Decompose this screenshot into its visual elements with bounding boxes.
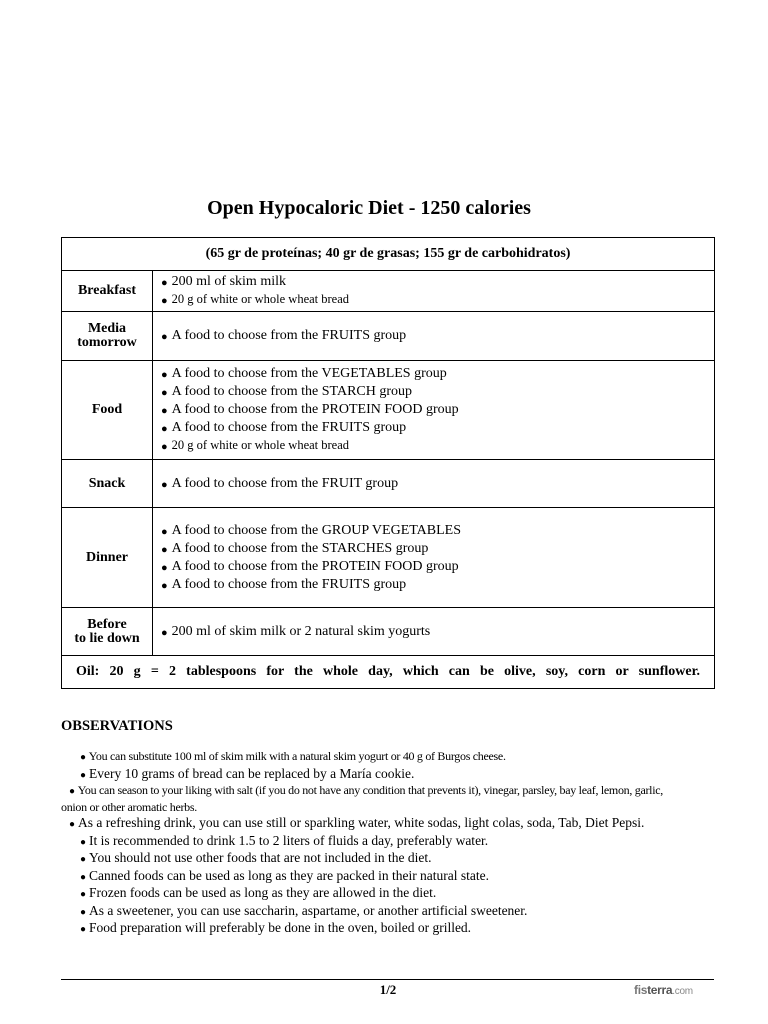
table-row: [62, 361, 715, 460]
table-header-row: [62, 238, 715, 271]
list-item: [61, 815, 670, 833]
table-row: [62, 271, 715, 312]
list-item: ● A food to choose from the GROUP VEGETABLES: [161, 522, 714, 540]
list-item: ● 200 ml of skim milk: [161, 273, 714, 291]
bullet-icon: ●: [80, 871, 87, 883]
meal-label-media-tomorrow: [62, 312, 153, 361]
fisterra-logo[interactable]: [634, 983, 693, 997]
meal-label-line: Before: [87, 616, 127, 632]
observation-text: You can season to your liking with salt (if you do not have any condition that prevents it), vinegar, parsley, bay leaf, lemon, garlic, onion or other aromatic herbs.: [61, 783, 663, 814]
list-item: ● A food to choose from the STARCHES group: [161, 540, 714, 558]
list-item: ● A food to choose from the FRUITS group: [161, 419, 714, 437]
table-row: [62, 460, 715, 508]
list-item: ● A food to choose from the VEGETABLES group: [161, 365, 714, 383]
bullet-icon: ●: [80, 854, 87, 865]
footer-divider: [61, 979, 714, 980]
page-number: 1/2: [379, 982, 397, 997]
bullet-icon: ●: [80, 836, 87, 848]
list-item: [80, 868, 670, 886]
observation-text: Food preparation will preferably be done in the oven, boiled or grilled.: [89, 920, 472, 935]
logo-text: .com: [672, 986, 693, 997]
meal-items: [153, 312, 715, 361]
meal-items: [153, 608, 715, 656]
list-item: ● A food to choose from the FRUITS group: [161, 327, 714, 345]
list-item: ● A food to choose from the STARCH group: [161, 383, 714, 401]
bullet-icon: ●: [80, 906, 87, 918]
table-row: [62, 508, 715, 608]
observation-text: Canned foods can be used as long as they are packed in their natural state.: [89, 867, 490, 883]
observation-text: As a refreshing drink, you can use still or sparkling water, white sodas, light colas, soda, Tab, Diet Pepsi.: [78, 815, 645, 830]
table-row: [62, 312, 715, 361]
list-item: [80, 766, 670, 784]
bullet-icon: ●: [80, 769, 87, 781]
observation-text: As a sweetener, you can use saccharin, aspartame, or another artificial sweetener.: [89, 902, 528, 918]
list-item: ● A food to choose from the PROTEIN FOOD group: [161, 558, 714, 576]
oil-note: Oil: 20 g = 2 tablespoons for the whole day, which can be olive, soy, corn or sunflower.: [62, 656, 715, 689]
list-item: [61, 783, 670, 815]
meal-label-line: tomorrow: [77, 335, 137, 350]
meal-label-snack: Snack: [62, 460, 153, 508]
meal-items: [153, 271, 715, 312]
list-item: [80, 833, 670, 851]
observations-title: OBSERVATIONS: [61, 718, 173, 734]
table-row: [62, 608, 715, 656]
observation-text: It is recommended to drink 1.5 to 2 liters of fluids a day, preferably water.: [89, 832, 489, 848]
list-item: ● 20 g of white or whole wheat bread: [161, 437, 714, 455]
meal-label-line: to lie down: [74, 630, 140, 646]
observation-text: You can substitute 100 ml of skim milk with a natural skim yogurt or 40 g of Burgos cheese.: [88, 749, 506, 763]
meal-label-dinner: Dinner: [62, 508, 153, 608]
list-item: [80, 903, 670, 921]
meal-label-before-bed: [62, 608, 153, 656]
observation-text: Frozen foods can be used as long as they are allowed in the diet.: [89, 885, 437, 900]
bullet-icon: ●: [80, 924, 87, 935]
list-item: ● A food to choose from the FRUIT group: [161, 475, 714, 493]
macros-header: (65 gr de proteínas; 40 gr de grasas; 155 gr de carbohidratos): [62, 238, 715, 271]
document-title: Open Hypocaloric Diet - 1250 calories: [207, 197, 531, 219]
list-item: [80, 920, 670, 938]
meal-items: [153, 460, 715, 508]
logo-text: fis: [634, 983, 648, 997]
bullet-icon: ●: [69, 786, 75, 797]
observation-text: Every 10 grams of bread can be replaced by a María cookie.: [89, 765, 415, 781]
logo-text: terra: [647, 983, 673, 997]
list-item: ● 200 ml of skim milk or 2 natural skim yogurts: [161, 623, 714, 641]
list-item: [80, 749, 670, 766]
observation-text: You should not use other foods that are not included in the diet.: [89, 850, 432, 865]
table-footer-row: [62, 656, 715, 689]
observations-list: [61, 749, 670, 938]
meal-items: [153, 361, 715, 460]
meal-items: [153, 508, 715, 608]
list-item: [80, 885, 670, 903]
bullet-icon: ●: [80, 752, 86, 763]
meal-label-food: Food: [62, 361, 153, 460]
list-item: [80, 850, 670, 868]
meal-label-breakfast: Breakfast: [62, 271, 153, 312]
bullet-icon: ●: [69, 819, 76, 830]
meal-label-line: Media: [87, 321, 127, 336]
list-item: ● A food to choose from the FRUITS group: [161, 576, 714, 594]
diet-table: [61, 237, 715, 689]
list-item: ● 20 g of white or whole wheat bread: [161, 291, 714, 309]
bullet-icon: ●: [80, 889, 87, 900]
list-item: ● A food to choose from the PROTEIN FOOD group: [161, 401, 714, 419]
